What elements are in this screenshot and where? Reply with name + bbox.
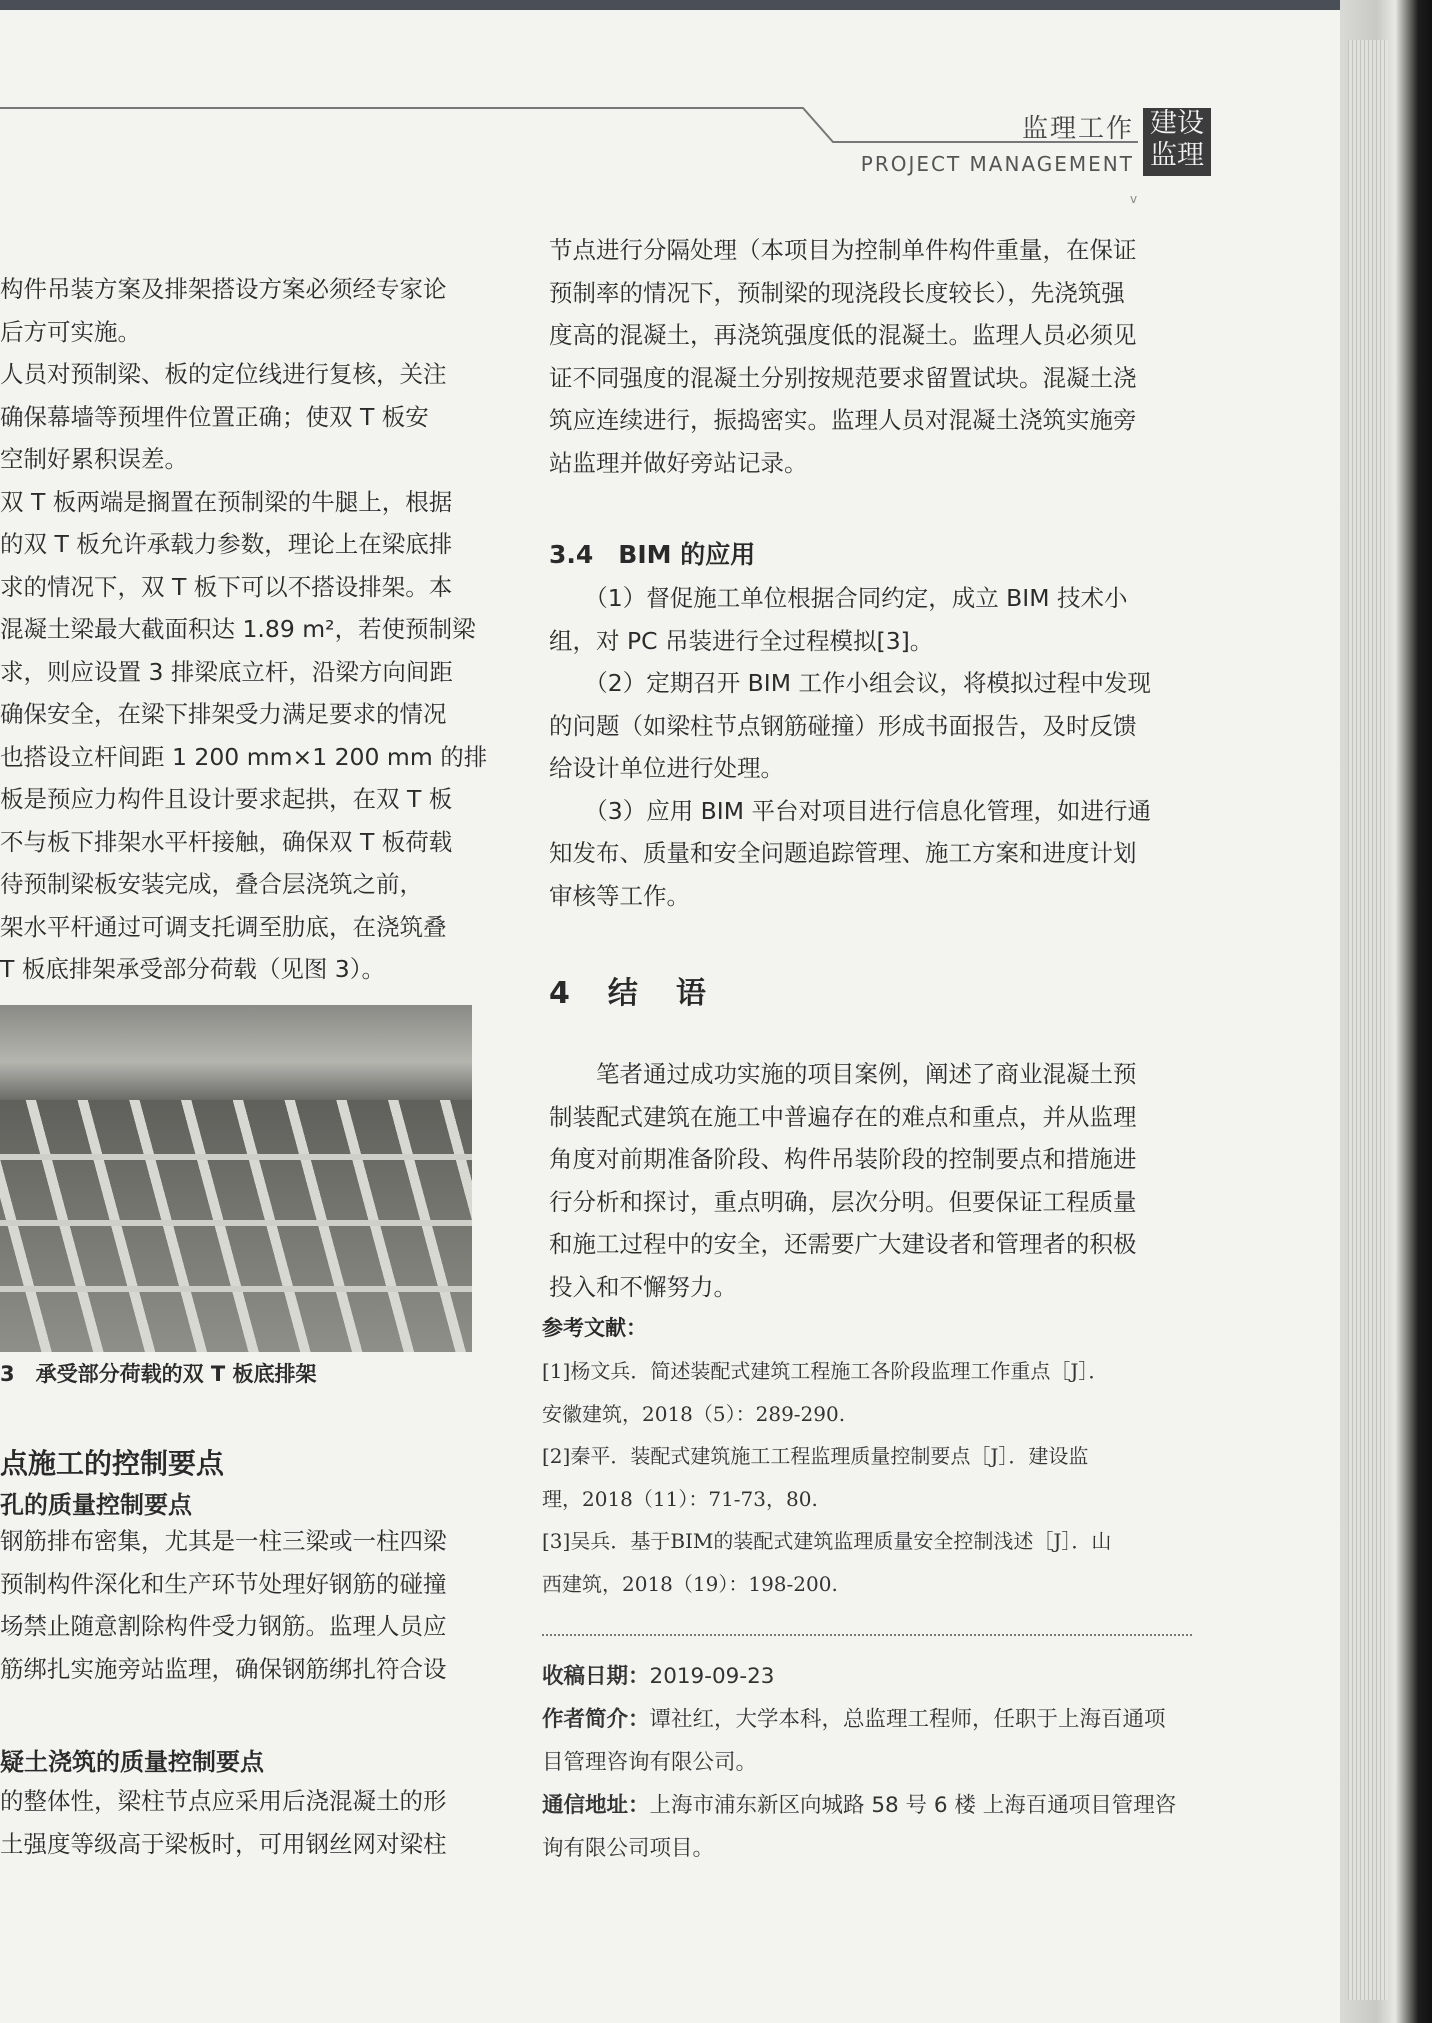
address-value-2: 询有限公司项目。 [542, 1835, 715, 1861]
conclusion-text-line: 笔者通过成功实施的项目案例，阐述了商业混凝土预 [549, 1060, 1137, 1088]
mailing-address [542, 1785, 1202, 1870]
left-text-line: 筋绑扎实施旁站监理，确保钢筋绑扎符合设 [0, 1654, 447, 1683]
subsection-heading-left-2: 疑土浇筑的质量控制要点 [0, 1748, 264, 1776]
bim-heading: 3.4 BIM 的应用 [549, 540, 756, 569]
left-text-line: 双 T 板两端是搁置在预制梁的牛腿上，根据 [0, 487, 453, 516]
right-text-line: 度高的混凝土，再浇筑强度低的混凝土。监理人员必须见 [549, 321, 1137, 349]
reference-line: [3]吴兵．基于BIM的装配式建筑监理质量安全控制浅述［J］．山 [542, 1529, 1112, 1553]
header-subtitle: PROJECT MANAGEMENT [860, 152, 1134, 176]
journal-logo [1143, 108, 1211, 176]
received-label: 收稿日期： [542, 1664, 650, 1689]
dotted-divider [542, 1634, 1192, 1636]
conclusion-text-line: 行分析和探讨，重点明确，层次分明。但要保证工程质量 [549, 1187, 1137, 1216]
left-text-line: 钢筋排布密集，尤其是一柱三梁或一柱四梁 [0, 1527, 447, 1555]
left-text-line: 构件吊装方案及排架搭设方案必须经专家论 [0, 275, 447, 303]
left-text-line: 求，则应设置 3 排梁底立杆，沿梁方向间距 [0, 657, 453, 686]
header-title: 监理工作 [1021, 114, 1134, 144]
conclusion-text-line: 制装配式建筑在施工中普遍存在的难点和重点，并从监理 [549, 1102, 1137, 1131]
left-text-line: 也搭设立杆间距 1 200 mm×1 200 mm 的排 [0, 742, 488, 771]
address-label: 通信地址： [542, 1793, 650, 1818]
left-text-line: 的双 T 板允许承载力参数，理论上在梁底排 [0, 530, 453, 558]
conclusion-heading: 4 结 语 [549, 976, 710, 1011]
left-text-line: 空制好累积误差。 [0, 445, 188, 473]
left-text-line: 确保幕墙等预埋件位置正确；使双 T 板安 [0, 402, 429, 431]
bim-paragraphs [549, 577, 1199, 917]
conclusion-text-line: 和施工过程中的安全，还需要广大建设者和管理者的积极 [549, 1230, 1137, 1258]
left-text-line: 不与板下排架水平杆接触，确保双 T 板荷载 [0, 827, 453, 856]
bim-text-line: 给设计单位进行处理。 [549, 754, 784, 782]
bim-text-line: 组，对 PC 吊装进行全过程模拟[3]。 [549, 626, 934, 655]
address-value: 上海市浦东新区向城路 58 号 6 楼 上海百通项目管理咨 [649, 1793, 1177, 1818]
left-text-line: 确保安全，在梁下排架受力满足要求的情况 [0, 700, 447, 728]
right-text-line: 站监理并做好旁站记录。 [549, 448, 808, 477]
left-text-line: 土强度等级高于梁板时，可用钢丝网对梁柱 [0, 1829, 447, 1858]
reference-line: 安徽建筑，2018（5）：289-290. [542, 1401, 846, 1426]
bim-text-line: （1）督促施工单位根据合同约定，成立 BIM 技术小 [549, 584, 1128, 612]
author-bio [542, 1699, 1202, 1784]
left-text-line: 架水平杆通过可调支托调至肋底，在浇筑叠 [0, 912, 447, 941]
left-text-line: 求的情况下，双 T 板下可以不搭设排架。本 [0, 572, 453, 601]
references-list [542, 1350, 1202, 1605]
right-text-line: 筑应连续进行，振捣密实。监理人员对混凝土浇筑实施旁 [549, 406, 1137, 434]
author-value-2: 目管理咨询有限公司。 [542, 1749, 758, 1775]
logo-bottom-text: 监理 [1150, 140, 1204, 171]
left-column-text-2 [0, 1520, 490, 1690]
scan-mark: ⅴ [1130, 192, 1138, 206]
left-text-line: 预制构件深化和生产环节处理好钢筋的碰撞 [0, 1569, 447, 1598]
references-title: 参考文献： [542, 1316, 647, 1340]
figure-3-photo [0, 1005, 472, 1352]
left-text-line: 的整体性，梁柱节点应采用后浇混凝土的形 [0, 1787, 447, 1815]
author-label: 作者简介： [542, 1707, 650, 1732]
left-text-line: 待预制梁板安装完成，叠合层浇筑之前， [0, 870, 423, 898]
right-text-line: 预制率的情况下，预制梁的现浇段长度较长），先浇筑强 [549, 278, 1125, 307]
bim-text-line: （2）定期召开 BIM 工作小组会议，将模拟过程中发现 [549, 669, 1151, 697]
received-date [542, 1656, 1202, 1699]
section-heading-left: 点施工的控制要点 [0, 1447, 225, 1480]
conclusion-text-line: 投入和不懈努力。 [549, 1272, 737, 1301]
right-text-line: 证不同强度的混凝土分别按规范要求留置试块。混凝土浇 [549, 363, 1137, 392]
page-top-edge [0, 0, 1432, 10]
received-value: 2019-09-23 [649, 1664, 775, 1689]
left-text-line: 混凝土梁最大截面积达 1.89 m²，若使预制梁 [0, 615, 476, 643]
left-column-text [0, 268, 490, 991]
figure-3-caption: 3 承受部分荷载的双 T 板底排架 [0, 1362, 317, 1386]
left-text-line: 板是预应力构件且设计要求起拱，在双 T 板 [0, 785, 453, 813]
right-text-line: 节点进行分隔处理（本项目为控制单件构件重量，在保证 [549, 236, 1137, 264]
logo-top-text: 建设 [1150, 108, 1204, 139]
author-value: 谭社红，大学本科，总监理工程师，任职于上海百通项 [649, 1707, 1166, 1732]
left-text-line: 人员对预制梁、板的定位线进行复核，关注 [0, 360, 447, 388]
reference-line: [2]秦平．装配式建筑施工工程监理质量控制要点［J］．建设监 [542, 1444, 1089, 1468]
bim-text-line: 知发布、质量和安全问题追踪管理、施工方案和进度计划 [549, 839, 1137, 867]
left-text-line: 场禁止随意割除构件受力钢筋。监理人员应 [0, 1612, 447, 1640]
reference-line: [1]杨文兵．简述装配式建筑工程施工各阶段监理工作重点［J］． [542, 1359, 1109, 1383]
right-para-top [549, 229, 1199, 484]
bim-text-line: 审核等工作。 [549, 881, 690, 910]
left-text-line: T 板底排架承受部分荷载（见图 3）。 [0, 955, 385, 983]
bim-text-line: （3）应用 BIM 平台对项目进行信息化管理，如进行通 [549, 796, 1151, 825]
bim-text-line: 的问题（如梁柱节点钢筋碰撞）形成书面报告，及时反馈 [549, 711, 1137, 740]
page-stack-edge [1340, 0, 1432, 2023]
reference-line: 理，2018（11）：71-73，80. [542, 1486, 818, 1511]
conclusion-text-line: 角度对前期准备阶段、构件吊装阶段的控制要点和措施进 [549, 1145, 1137, 1173]
conclusion-paragraph [549, 1053, 1199, 1308]
reference-line: 西建筑，2018（19）：198-200. [542, 1571, 838, 1596]
left-text-line: 后方可实施。 [0, 317, 141, 346]
left-column-text-3 [0, 1780, 490, 1865]
subsection-heading-left-1: 孔的质量控制要点 [0, 1491, 192, 1519]
